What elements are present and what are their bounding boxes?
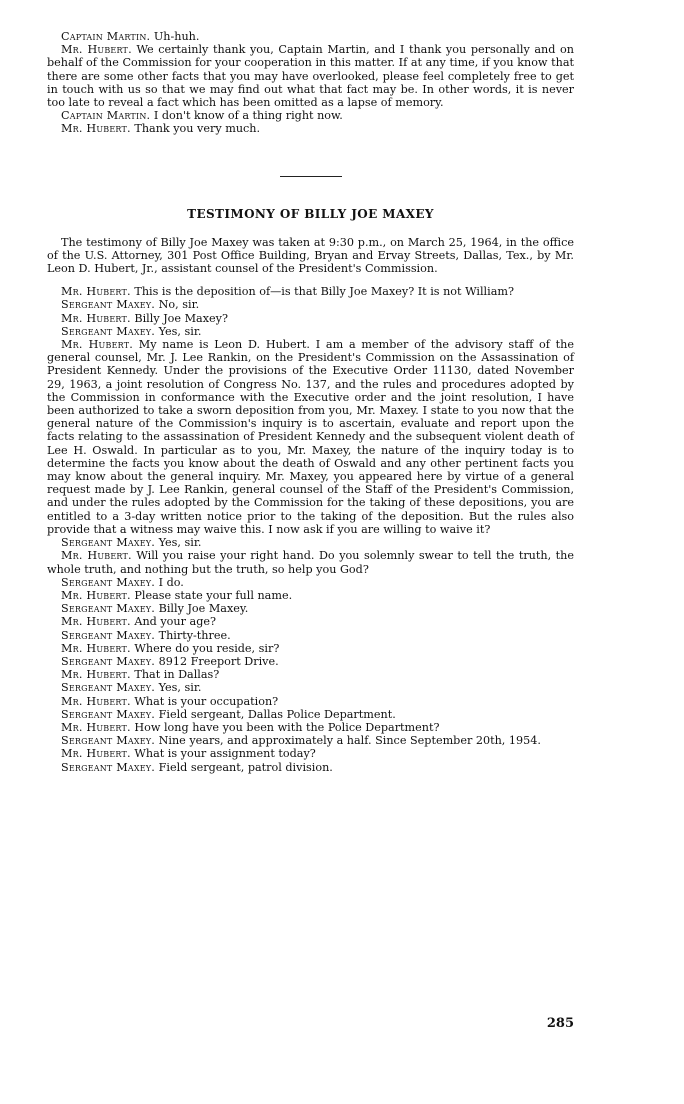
speaker-label: Sergeant Maxey. — [61, 536, 156, 550]
speaker-label: Mr. Hubert. — [61, 588, 131, 602]
dialogue-line — [47, 549, 574, 575]
dialogue-text: What is your occupation? — [134, 694, 279, 708]
dialogue-text: That in Dallas? — [134, 668, 220, 682]
dialogue-text: And your age? — [134, 615, 216, 629]
dialogue-text: I don't know of a thing right now. — [153, 109, 343, 123]
dialogue-text: Where do you reside, sir? — [134, 641, 280, 655]
speaker-label: Mr. Hubert. — [61, 43, 132, 57]
dialogue-line — [47, 325, 574, 338]
speaker-label: Sergeant Maxey. — [61, 654, 156, 668]
speaker-label: Mr. Hubert. — [61, 615, 131, 629]
speaker-label: Sergeant Maxey. — [61, 707, 156, 721]
dialogue-text: Please state your full name. — [134, 588, 293, 602]
speaker-label: Mr. Hubert. — [61, 747, 131, 761]
dialogue-line — [47, 298, 574, 311]
dialogue-text: Yes, sir. — [158, 681, 202, 695]
intro-paragraph: The testimony of Billy Joe Maxey was taken at 9:30 p.m., on March 25, 1964, in the office of the U.S. Attorney, 301 Post Office Building, Bryan and Ervay Streets, Dallas, Tex., by Mr. Leon D. Hubert, Jr., assistant counsel of the President's Commission. — [47, 235, 574, 276]
speaker-label: Mr. Hubert. — [61, 311, 131, 325]
dialogue-text: This is the deposition of—is that Billy Joe Maxey? It is not William? — [134, 285, 514, 299]
speaker-label: Captain Martin. — [61, 109, 151, 123]
dialogue-text: Will you raise your right hand. Do you solemnly swear to tell the truth, the whole truth, and nothing but the truth, so help you God? — [47, 549, 574, 576]
dialogue-text: 8912 Freeport Drive. — [158, 654, 279, 668]
dialogue-text: Uh-huh. — [153, 30, 200, 43]
dialogue-line — [47, 122, 574, 135]
speaker-label: Sergeant Maxey. — [61, 628, 156, 642]
speaker-label: Sergeant Maxey. — [61, 324, 156, 338]
dialogue-line — [47, 30, 574, 43]
dialogue-text: Nine years, and approximately a half. Since September 20th, 1954. — [158, 734, 541, 748]
dialogue-line — [47, 642, 574, 655]
testimony-block-martin — [47, 30, 574, 136]
dialogue-text: Billy Joe Maxey. — [158, 602, 249, 616]
speaker-label: Mr. Hubert. — [61, 668, 131, 682]
speaker-label: Sergeant Maxey. — [61, 298, 156, 312]
dialogue-text: I do. — [158, 575, 184, 589]
dialogue-text: Thirty-three. — [158, 628, 231, 642]
speaker-label: Sergeant Maxey. — [61, 681, 156, 695]
dialogue-line — [47, 338, 574, 536]
dialogue-line — [47, 681, 574, 694]
dialogue-line — [47, 747, 574, 760]
section-heading: TESTIMONY OF BILLY JOE MAXEY — [187, 206, 434, 221]
section-divider — [280, 176, 342, 177]
speaker-label: Mr. Hubert. — [61, 720, 131, 734]
dialogue-line — [47, 629, 574, 642]
speaker-label: Mr. Hubert. — [61, 285, 131, 299]
speaker-label: Sergeant Maxey. — [61, 760, 156, 774]
dialogue-text: How long have you been with the Police Department? — [134, 720, 440, 734]
page-number: 285 — [546, 1016, 574, 1031]
speaker-label: Mr. Hubert. — [61, 694, 131, 708]
speaker-label: Mr. Hubert. — [61, 338, 133, 352]
dialogue-line — [47, 668, 574, 681]
dialogue-line — [47, 285, 574, 298]
dialogue-line — [47, 655, 574, 668]
speaker-label: Sergeant Maxey. — [61, 602, 156, 616]
speaker-label: Mr. Hubert. — [61, 549, 132, 563]
dialogue-text: Field sergeant, patrol division. — [158, 760, 333, 774]
dialogue-text: Yes, sir. — [158, 324, 202, 338]
dialogue-text: Thank you very much. — [134, 122, 261, 136]
dialogue-text: We certainly thank you, Captain Martin, and I thank you personally and on behalf of the Commission for your cooperation in this matter. If at any time, if you know that there are some other facts that you may have overlooked, please feel completely free to get in touch with us so that we may find out what that fact may be. In other words, it is never too late to reveal a fact which has been omitted as a lapse of memory. — [47, 43, 574, 110]
dialogue-line — [47, 312, 574, 325]
dialogue-line — [47, 576, 574, 589]
document-page — [47, 30, 574, 774]
dialogue-text: No, sir. — [158, 298, 200, 312]
speaker-label: Mr. Hubert. — [61, 122, 131, 136]
dialogue-line — [47, 43, 574, 109]
speaker-label: Mr. Hubert. — [61, 641, 131, 655]
dialogue-line — [47, 721, 574, 734]
dialogue-text: My name is Leon D. Hubert. I am a member of the advisory staff of the general counsel, Mr. J. Lee Rankin, on the President's Commission on the Assassination of President Kennedy. Under the provisions of the Executive Order 11130, dated November 29, 1963, a joint resolution of Congress No. 137, and the rules and procedures adopted by the Commission in conformance with the Executive order and the joint resolution, I have been authorized to take a sworn deposition from you, Mr. Maxey. I state to you now that the general nature of the Commission's inquiry is to ascertain, evaluate and report upon the facts relating to the assassination of President Kennedy and the subsequent violent death of Lee H. Oswald. In particular as to you, Mr. Maxey, the nature of the inquiry today is to determine the facts you know about the death of Oswald and any other pertinent facts you may know about the general inquiry. Mr. Maxey, you appeared here by virtue of a general request made by J. Lee Rankin, general counsel of the Staff of the President's Commission, and under the rules adopted by the Commission for the taking of these depositions, you are entitled to a 3-day written notice prior to the taking of the deposition. But the rules also provide that a witness may waive this. I now ask if you are willing to waive it? — [47, 338, 574, 536]
dialogue-line — [47, 536, 574, 549]
speaker-label: Sergeant Maxey. — [61, 734, 156, 748]
dialogue-line — [47, 615, 574, 628]
speaker-label: Captain Martin. — [61, 30, 151, 43]
dialogue-text: Billy Joe Maxey? — [134, 311, 228, 325]
speaker-label: Sergeant Maxey. — [61, 575, 156, 589]
dialogue-line — [47, 109, 574, 122]
dialogue-line — [47, 761, 574, 774]
dialogue-text: Yes, sir. — [158, 536, 202, 550]
dialogue-text: What is your assignment today? — [134, 747, 316, 761]
testimony-block-maxey — [47, 285, 574, 774]
dialogue-line — [47, 708, 574, 721]
dialogue-line — [47, 602, 574, 615]
dialogue-line — [47, 734, 574, 747]
dialogue-line — [47, 695, 574, 708]
dialogue-text: Field sergeant, Dallas Police Department. — [158, 707, 396, 721]
dialogue-line — [47, 589, 574, 602]
